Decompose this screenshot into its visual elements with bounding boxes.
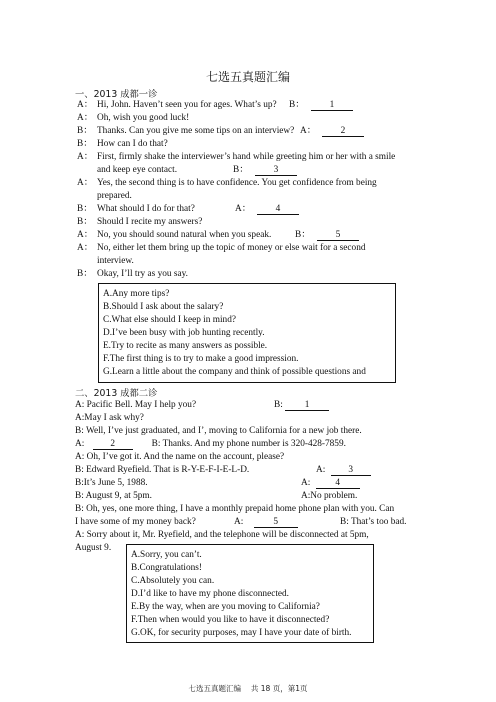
s2-blank-5-label: A: 5 — [234, 516, 298, 528]
option-item: B.Should I ask about the salary? — [103, 302, 224, 312]
s2-line-11: A: Sorry about it, Mr. Ryefield, and the telephone will be disconnected at 5pm, — [75, 530, 369, 540]
s2-line-1: A: Pacific Bell. May I help you? — [75, 400, 197, 410]
s1-line: B： Okay, I’ll try as you say. — [77, 269, 188, 279]
s1-line: B： Thanks. Can you give me some tips on an interview? — [77, 126, 295, 136]
s2-line-8b: A:No problem. — [301, 491, 358, 501]
s2-blank-4-label: A: 4 — [301, 477, 360, 489]
answer-blank-5[interactable]: 5 — [317, 230, 359, 241]
answer-blank-4[interactable]: 4 — [257, 204, 299, 215]
option-item: F.The first thing is to try to make a good impression. — [103, 354, 299, 364]
s2-line-10: I have some of my money back? — [75, 517, 196, 527]
speaker-label: A： — [77, 152, 94, 162]
s1-line: B： How can I do that? — [77, 139, 168, 149]
s1-line — [295, 229, 359, 241]
s2-line-12: August 9. — [75, 543, 112, 553]
speaker-label: A： — [235, 204, 252, 214]
answer-blank-5[interactable]: 5 — [254, 517, 298, 528]
speaker-label: B： — [233, 165, 249, 175]
speaker-label: B： — [77, 269, 93, 279]
speaker-label: A： — [77, 113, 94, 123]
s2-line-9: B: Oh, yes, one more thing, I have a monthly prepaid home phone plan with you. Can — [75, 504, 395, 514]
answer-blank-2[interactable]: 2 — [93, 439, 133, 450]
s1-line: B： Should I recite my answers? — [77, 217, 203, 227]
s2-line-4: A: 2 B: Thanks. And my phone number is 320-428-7859. — [75, 439, 346, 449]
answer-blank-1[interactable]: 1 — [285, 400, 329, 411]
speaker-label: A： — [77, 100, 94, 110]
page-title: 七选五真题汇编 — [205, 70, 290, 84]
speaker-label: A： — [300, 126, 317, 136]
section-1-options-box — [98, 283, 396, 383]
s1-line: prepared. — [97, 191, 132, 201]
option-item: C.Absolutely you can. — [131, 576, 215, 586]
speaker-label: B： — [77, 217, 93, 227]
s1-line — [235, 203, 299, 215]
s1-line: A： Hi, John. Haven’t seen you for ages. What’s up? — [77, 100, 277, 110]
answer-blank-3[interactable]: 3 — [331, 465, 371, 476]
option-item: G.Learn a little about the company and think of possible questions and — [103, 367, 366, 377]
option-item: A.Sorry, you can’t. — [131, 550, 202, 560]
s2-line-8: B: August 9, at 5pm. — [75, 491, 152, 501]
s1-line: A： Oh, wish you good luck! — [77, 113, 190, 123]
speaker-label: B： — [77, 126, 93, 136]
answer-blank-2[interactable]: 2 — [322, 126, 364, 137]
answer-blank-1[interactable]: 1 — [311, 100, 353, 111]
page-footer: 七选五真题汇编 共 18 页，第1页 — [188, 684, 308, 693]
answer-blank-3[interactable]: 3 — [255, 165, 297, 176]
speaker-label: A： — [77, 178, 94, 188]
answer-blank-4[interactable]: 4 — [316, 478, 360, 489]
option-item: B.Congratulations! — [131, 563, 203, 573]
s1-line — [233, 164, 297, 176]
s1-line: A： No, you should sound natural when you speak. — [77, 230, 272, 240]
section-2-heading: 二、2013 成都二诊 — [75, 388, 158, 399]
option-item: C.What else should I keep in mind? — [103, 315, 236, 325]
speaker-label: B： — [295, 230, 311, 240]
section-2-options-box — [126, 544, 374, 643]
option-item: E.By the way, when are you moving to California? — [131, 602, 320, 612]
s2-blank-3-label: A: 3 — [316, 464, 371, 476]
section-1-heading: 一、2013 成都一诊 — [75, 89, 158, 100]
s2-line-2: A:May I ask why? — [75, 413, 144, 423]
option-item: D.I’d like to have my phone disconnected. — [131, 589, 290, 599]
s1-line: A： First, firmly shake the interviewer’s hand while greeting him or her with a smile — [77, 152, 396, 162]
s2-line-7: B:It’s June 5, 1988. — [75, 478, 148, 488]
speaker-label: A： — [77, 243, 94, 253]
s2-line-5: A: Oh, I’ve got it. And the name on the account, please? — [75, 452, 285, 462]
s2-line-10c: B: That’s too bad. — [340, 517, 407, 527]
speaker-label: B： — [77, 139, 93, 149]
option-item: E.Try to recite as many answers as possible. — [103, 341, 268, 351]
option-item: D.I’ve been busy with job hunting recently. — [103, 328, 265, 338]
speaker-label: B： — [289, 100, 305, 110]
s1-line: A： No, either let them bring up the topic of money or else wait for a second — [77, 243, 366, 253]
s2-blank-1-label: B: 1 — [274, 399, 329, 411]
speaker-label: A： — [77, 230, 94, 240]
s1-line: A： Yes, the second thing is to have confidence. You get confidence from being — [77, 178, 377, 188]
s1-line — [300, 125, 364, 137]
s1-line: B： What should I do for that? — [77, 204, 195, 214]
s1-line: and keep eye contact. — [97, 165, 178, 175]
s1-line: interview. — [97, 256, 134, 266]
speaker-label: B： — [77, 204, 93, 214]
option-item: F.Then when would you like to have it disconnected? — [131, 615, 330, 625]
option-item: G.OK, for security purposes, may I have your date of birth. — [131, 628, 352, 638]
s2-line-3: B: Well, I’ve just graduated, and I’, moving to California for a new job there. — [75, 426, 362, 436]
option-item: A.Any more tips? — [103, 289, 170, 299]
s2-line-6: B: Edward Ryefield. That is R-Y-E-F-I-E-L-D. — [75, 465, 250, 475]
s1-line — [289, 99, 353, 111]
